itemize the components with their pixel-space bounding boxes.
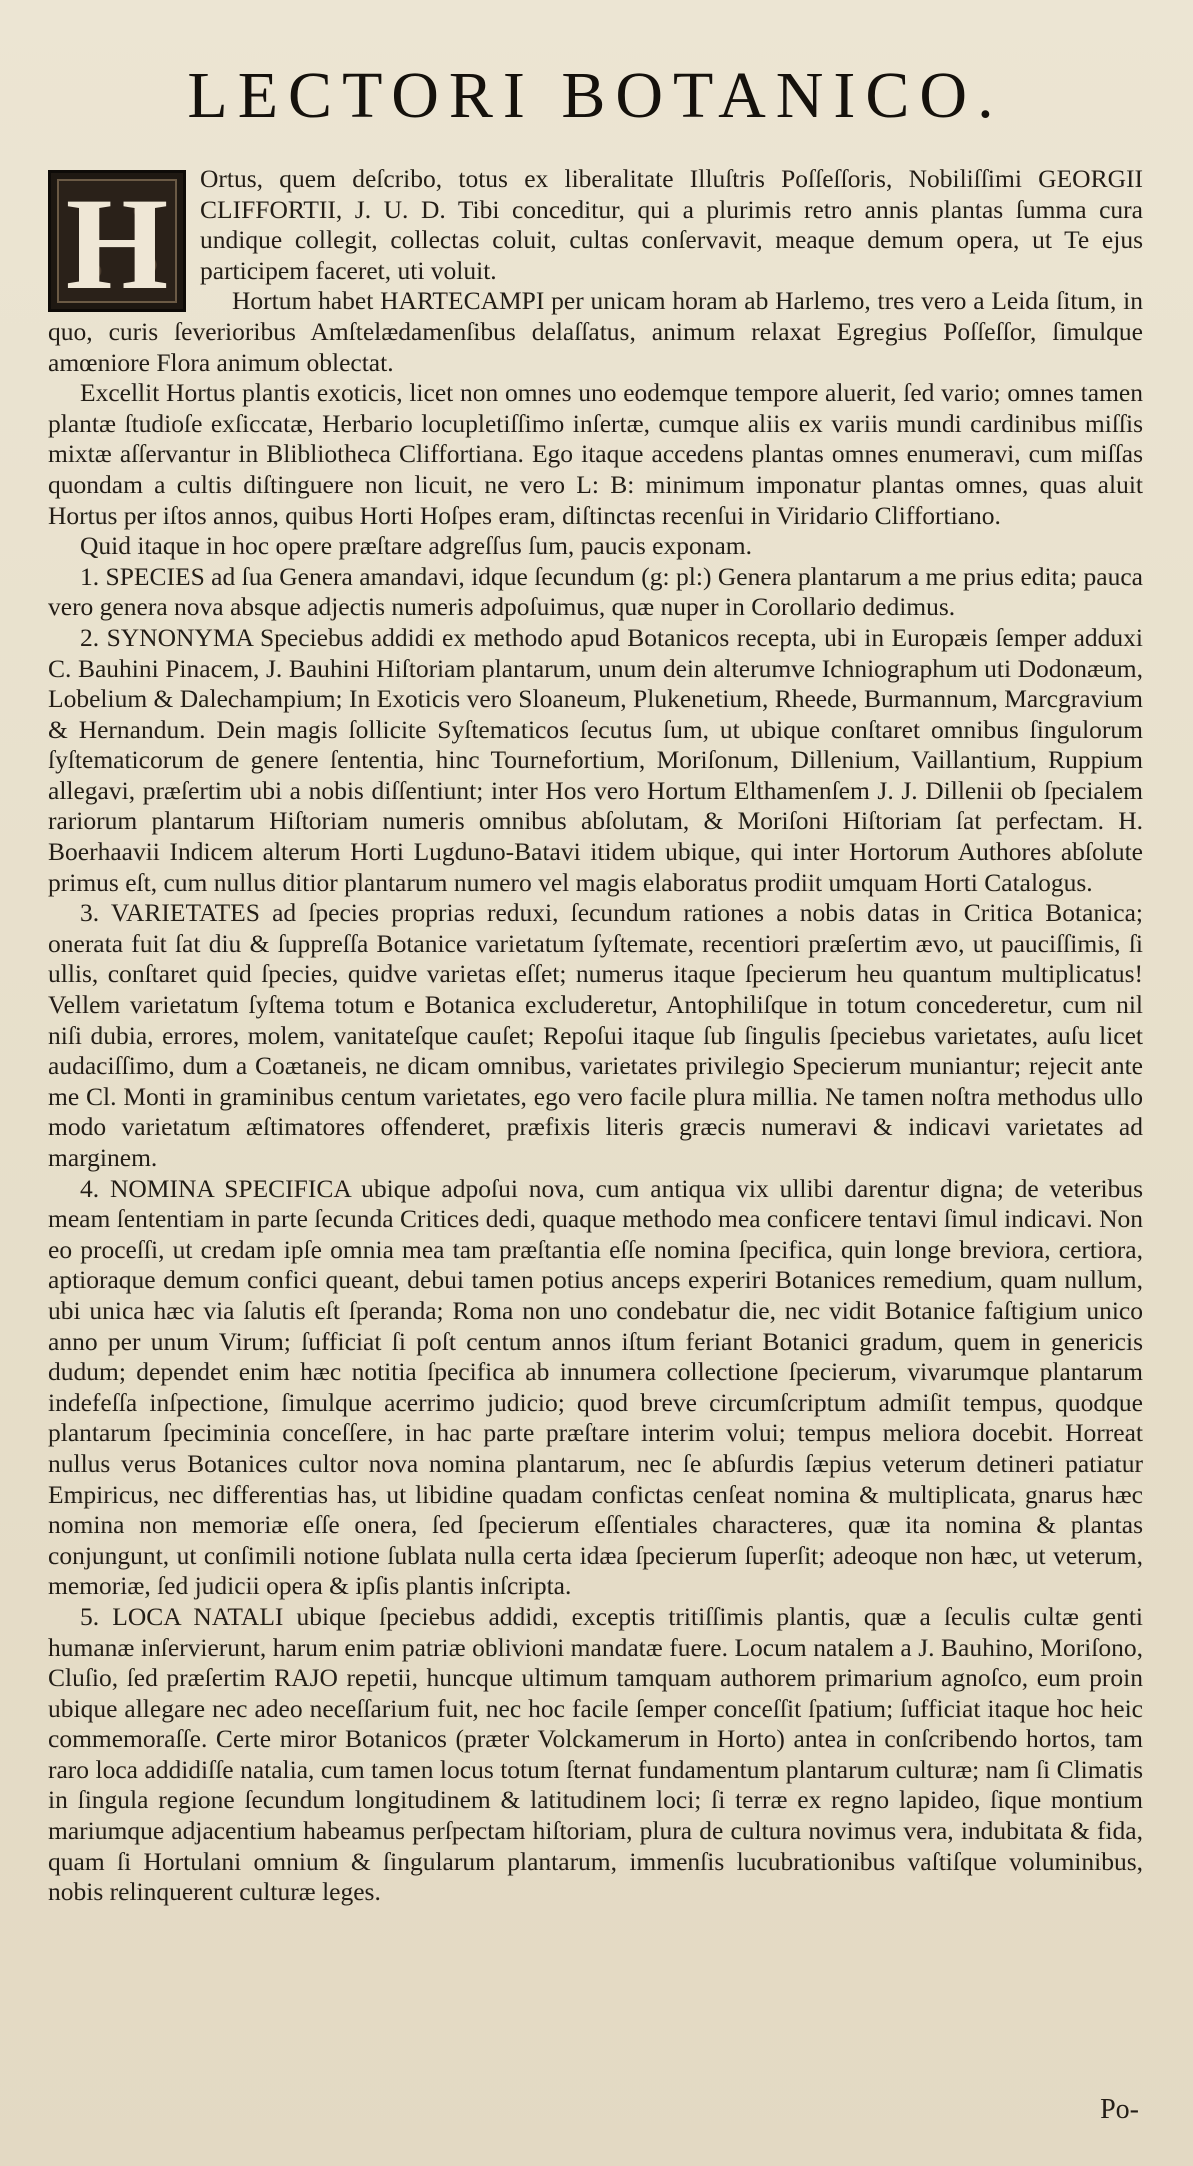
paragraph-synonyma: 2. SYNONYMA Speciebus addidi ex methodo apud Botanicos recepta, ubi in Europæis ſemper adduxi C. Bauhini Pinacem, J. Bauhini Hiſtoriam plantarum, unum dein alterumve Ichniographum uti Dodonæum, Lobelium & Dalechampium; In Exoticis vero Sloaneum, Plukenetium, Rheede, Burmannum, Marcgravium & Hernandum. Dein magis ſollicite Syſtematicos ſecutus ſum, ut ubique conſtaret omnibus ſingulorum ſyſtematicorum de genere ſententia, hinc Tournefortium, Moriſonum, Dillenium, Vaillantium, Ruppium allegavi, præſertim ubi a nobis diſſentiunt; inter Hos vero Hortum Elthamenſem J. J. Dillenii ob ſpecialem rariorum plantarum Hiſtoriam numeris omnibus abſolutam, & Moriſoni Hiſtoriam ſat perfectam. H. Boerhaavii Indicem alterum Horti Lugduno-Batavi itidem ubique, qui inter Hortorum Authores abſolute primus eſt, cum nullus ditior plantarum numero vel magis elaboratus prodiit umquam Horti Catalogus. (48, 622, 1143, 897)
paragraph-nomina-specifica: 4. NOMINA SPECIFICA ubique adpoſui nova, cum antiqua vix ullibi darentur digna; de veteribus meam ſententiam in parte ſecunda Critices dedi, quaque methodo mea conficere tentavi ſimul indicavi. Non eo proceſſi, ut credam ipſe omnia mea tam præſtantia eſſe nomina ſpecifica, quin longe breviora, certiora, aptioraque demum confici queant, debui tamen potius anceps experiri Botanices remedium, quam nullum, ubi unica hæc via ſalutis eſt ſperanda; Roma non uno condebatur die, nec vidit Botanice faſtigium unico anno per unum Virum; ſufficiat ſi poſt centum annos iſtum feriant Botanici gradum, quem in genericis dudum; dependet enim hæc notitia ſpecifica ab innumera collectione ſpecierum, vivarumque plantarum indefeſſa inſpectione, ſimulque acerrimo judicio; quod breve circumſcriptum admiſit tempus, quodque plantarum ſpeciminia conceſſere, in hac parte præſtare interim volui; tempus meliora docebit. Horreat nullus verus Botanices cultor nova nomina plantarum, nec ſe abſurdis ſæpius veterum detineri patiatur Empiricus, nec differentias has, ut libidine quadam confictas cenſeat nomina & multiplicata, gnarus hæc nomina non memoriæ eſſe onera, ſed ſpecierum eſſentiales characteres, quæ ita nomina & plantas conjungunt, ut conſimili notione ſublata nulla certa idæa ſpecierum ſuperſit; adeoque non hæc, ut veterum, memoriæ, ſed judicii opera & ipſis plantis inſcripta. (48, 1173, 1143, 1601)
paragraph-hortum: Hortum habet HARTECAMPI per unicam horam ab Harlemo, tres vero a Leida ſitum, in quo, curis ſeverioribus Amſtelædamenſibus delaſſatus, animum relaxat Egregius Poſſeſſor, ſimulque amœniore Flora animum oblectat. (48, 286, 1143, 377)
text-body (48, 164, 1143, 1908)
intro-block (48, 164, 1143, 378)
paragraph-species: 1. SPECIES ad ſua Genera amandavi, idque ſecundum (g: pl:) Genera plantarum a me prius edita; pauca vero genera nova absque adjectis numeris adpoſuimus, quæ nuper in Corollario dedimus. (48, 561, 1143, 622)
paragraph-excellit: Excellit Hortus plantis exoticis, licet non omnes uno eodemque tempore aluerit, ſed vario; omnes tamen plantæ ſtudioſe exſiccatæ, Herbario locupletiſſimo inſertæ, cumque aliis ex variis mundi cardinibus miſſis mixtæ aſſervantur in Blibliotheca Cliffortiana. Ego itaque accedens plantas omnes enumeravi, cum miſſas quondam a cultis diſtinguere non licuit, ne vero L: B: minimum imponatur plantas omnes, quas aluit Hortus per iſtos annos, quibus Horti Hoſpes eram, diſtinctas recenſui in Viridario Cliffortiano. (48, 378, 1143, 530)
paragraph-varietates: 3. VARIETATES ad ſpecies proprias reduxi, ſecundum rationes a nobis datas in Critica Botanica; onerata fuit ſat diu & ſuppreſſa Botanice varietatum ſyſtemate, recentiori præſertim ævo, ut pauciſſimis, ſi ullis, conſtaret quid ſpecies, quidve varietas eſſet; numerus itaque ſpecierum heu quantum multiplicatus! Vellem varietatum ſyſtema totum e Botanica excluderetur, Antophiliſque in totum concederetur, cum nil niſi dubia, errores, molem, vanitateſque cauſet; Repoſui itaque ſub ſingulis ſpeciebus varietates, auſu licet audaciſſimo, dum a Coætaneis, ne dicam omnibus, varietates privilegio Specierum muniantur; rejecit ante me Cl. Monti in graminibus centum varietates, ego vero facile plura millia. Ne tamen noſtra methodus ullo modo varietatum æſtimatores offenderet, præfixis literis græcis numeravi & indicavi varietates ad marginem. (48, 898, 1143, 1172)
page-title: LECTORI BOTANICO. (187, 59, 1004, 132)
paragraph-quid: Quid itaque in hoc opere præſtare adgreſſus ſum, paucis exponam. (80, 531, 753, 561)
paragraph-loca-natali: 5. LOCA NATALI ubique ſpeciebus addidi, exceptis tritiſſimis plantis, quæ a ſeculis cultæ genti humanæ inſervierunt, harum enim patriæ oblivioni mandatæ fuere. Locum natalem a J. Bauhino, Moriſono, Cluſio, ſed præſertim RAJO repetii, huncque ultimum tamquam authorem primarium agnoſco, eum proin ubique allegare nec adeo neceſſarium fuit, nec hoc facile ſemper conceſſit ſpatium; ſufficiat itaque hoc heic commemoraſſe. Certe miror Botanicos (præter Volckamerum in Horto) antea in conſcribendo hortos, tam raro loca addidiſſe natalia, cum tamen locus totum ſternat fundamentum plantarum culturæ; nam ſi Climatis in ſingula regione ſecundum longitudinem & latitudinem loci; ſi terræ ex regno lapideo, ſique montium mariumque adjacentium habeamus perſpectam hiſtoriam, plura de cultura novimus vera, indubitata & fida, quam ſi Hortulani omnium & ſingularum plantarum, immenſis lucubrationibus vaſtiſque voluminibus, nobis relinquerent culturæ leges. (48, 1601, 1143, 1907)
paragraph-intro: Ortus, quem deſcribo, totus ex liberalitate Illuſtris Poſſeſſoris, Nobiliſſimi GEORGII CLIFFORTII, J. U. D. Tibi conceditur, qui a plurimis retro annis plantas ſumma cura undique collegit, collectas coluit, cultas conſervavit, meaque demum opera, ut Te ejus participem faceret, uti voluit. (200, 164, 1143, 285)
ornamental-dropcap (48, 170, 186, 317)
catchword: Po- (1100, 2094, 1139, 2125)
dropcap-letter: H (65, 170, 169, 317)
